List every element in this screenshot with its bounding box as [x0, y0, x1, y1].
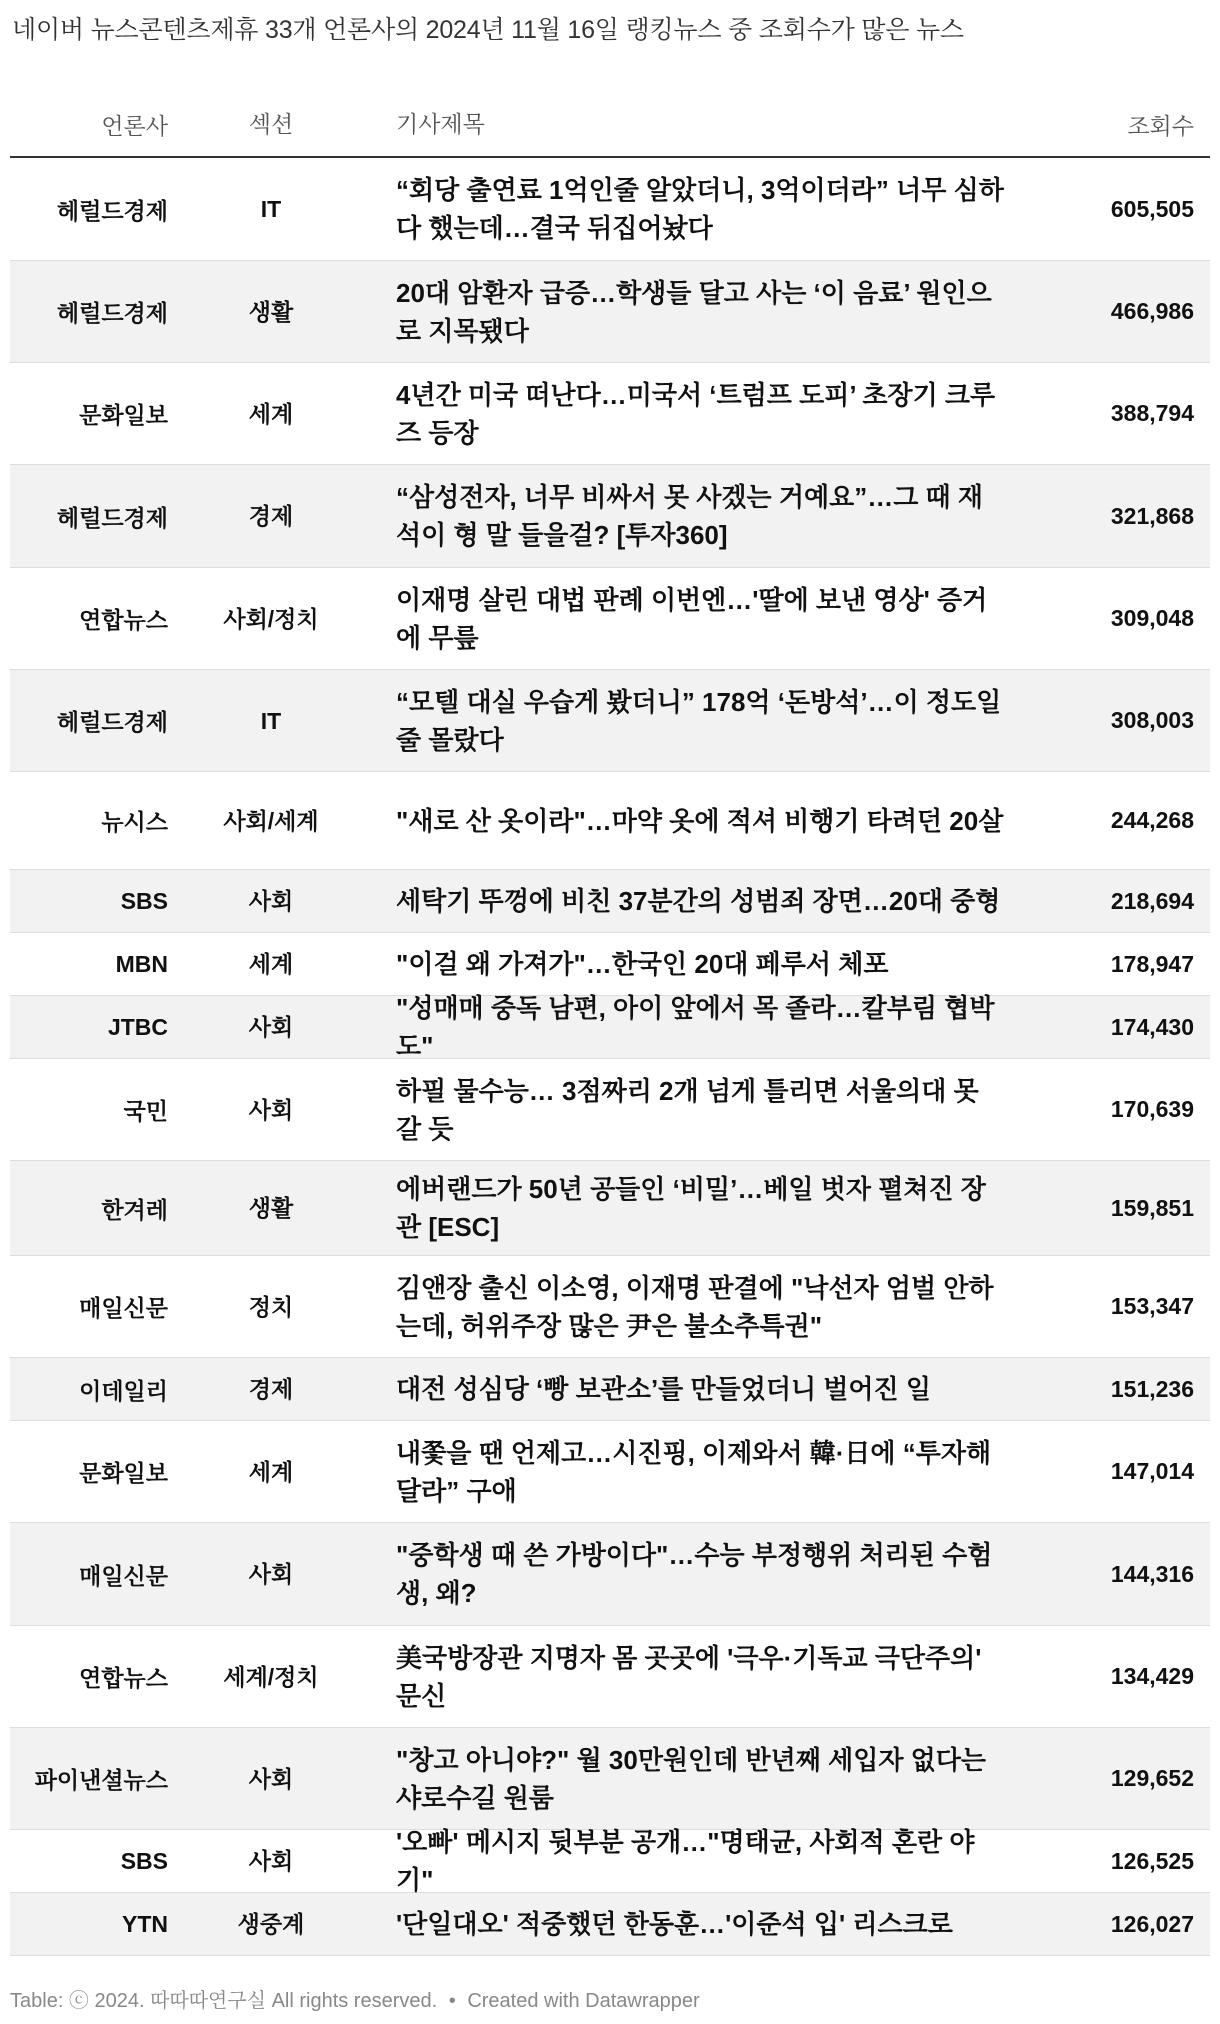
cell-section: 생중계: [237, 1911, 305, 1937]
header-section[interactable]: 섹션: [248, 111, 294, 137]
cell-press: 헤럴드경제: [56, 709, 168, 735]
cell-views: 126,525: [1110, 1847, 1194, 1874]
cell-section: 경제: [248, 1376, 294, 1402]
cell-views: 134,429: [1110, 1663, 1194, 1689]
cell-views: 605,505: [1110, 195, 1194, 222]
cell-headline: '오빠' 메시지 뒷부분 공개…"명태균, 사회적 혼란 야기": [396, 1827, 975, 1895]
table-row: [10, 1256, 1210, 1358]
cell-views: 170,639: [1110, 1096, 1194, 1122]
cell-press: 헤럴드경제: [56, 197, 168, 224]
table-row: [10, 568, 1210, 670]
table-row: [10, 261, 1210, 363]
header-press[interactable]: 언론사: [101, 112, 168, 139]
cell-section: 세계: [248, 951, 294, 977]
cell-section: 정치: [248, 1293, 294, 1320]
cell-section: 사회: [248, 1561, 294, 1587]
cell-views: 466,986: [1110, 298, 1194, 324]
cell-views: 309,048: [1110, 605, 1194, 631]
table-row: [10, 1728, 1210, 1830]
cell-views: 178,947: [1110, 950, 1194, 977]
cell-headline: 4년간 미국 떠난다…미국서 ‘트럼프 도피’ 초장기 크루즈 등장: [396, 379, 996, 448]
table-row: [10, 465, 1210, 568]
cell-press: 연합뉴스: [79, 607, 168, 633]
cell-section: 사회: [248, 888, 294, 914]
cell-press: MBN: [115, 950, 168, 977]
header-headline[interactable]: 기사제목: [396, 111, 485, 137]
cell-headline: 美국방장관 지명자 몸 곳곳에 '극우·기독교 극단주의' 문신: [396, 1642, 982, 1711]
cell-section: 사회/세계: [223, 807, 319, 834]
cell-press: 이데일리: [79, 1377, 168, 1404]
table-row: [10, 1626, 1210, 1728]
table-row: [10, 363, 1210, 465]
cell-headline: 세탁기 뚜껑에 비친 37분간의 성범죄 장면…20대 중형: [396, 886, 1001, 916]
cell-press: JTBC: [107, 1013, 168, 1040]
cell-headline: 김앤장 출신 이소영, 이재명 판결에 "낙선자 엄벌 안하는데, 허위주장 많은 尹은 불소추특권": [396, 1272, 994, 1341]
cell-press: 국민: [123, 1098, 168, 1124]
table-row: [10, 993, 1210, 1061]
cell-views: 153,347: [1110, 1293, 1194, 1319]
table-row: [10, 1358, 1210, 1421]
cell-press: SBS: [120, 1847, 168, 1874]
table-row: [10, 933, 1210, 996]
cell-press: 매일신문: [79, 1562, 168, 1589]
cell-views: 218,694: [1110, 887, 1194, 914]
cell-headline: 내쫓을 땐 언제고…시진핑, 이제와서 韓·日에 “투자해달라” 구애: [396, 1437, 992, 1506]
cell-headline: “회당 출연료 1억인줄 알았더니, 3억이더라” 너무 심하다 했는데…결국 뒤집어놨다: [396, 175, 1004, 243]
table-row: [10, 1421, 1210, 1523]
cell-headline: "새로 산 옷이라"…마약 옷에 적셔 비행기 타려던 20살: [396, 805, 1004, 836]
cell-section: 사회/정치: [223, 605, 319, 632]
cell-views: 147,014: [1110, 1458, 1194, 1484]
cell-press: 헤럴드경제: [56, 300, 168, 326]
cell-section: 사회: [248, 1765, 294, 1792]
cell-headline: "이걸 왜 가져가"…한국인 20대 페루서 체포: [396, 949, 889, 979]
cell-press: 한겨레: [101, 1196, 168, 1223]
cell-press: 파이낸셜뉴스: [34, 1767, 168, 1793]
cell-press: 문화일보: [79, 1460, 168, 1486]
cell-section: 경제: [248, 503, 294, 529]
cell-section: 사회: [248, 1014, 294, 1040]
cell-section: 생활: [248, 298, 294, 325]
table-row: [10, 1059, 1210, 1161]
footer-source: Table: ⓒ 2024. 따따따연구실 All rights reserved.: [10, 1990, 438, 2012]
cell-views: 174,430: [1110, 1013, 1194, 1040]
cell-section: 사회: [248, 1096, 294, 1123]
cell-press: YTN: [122, 1910, 168, 1937]
table-row: [10, 1161, 1210, 1256]
cell-views: 244,268: [1110, 807, 1194, 833]
cell-views: 388,794: [1110, 400, 1194, 426]
cell-views: 129,652: [1110, 1765, 1194, 1791]
cell-section: IT: [260, 707, 282, 734]
footer-credit[interactable]: Created with Datawrapper: [467, 1990, 700, 2012]
cell-press: 헤럴드경제: [56, 504, 168, 531]
cell-headline: '단일대오' 적중했던 한동훈…'이준석 입' 리스크로: [396, 1909, 953, 1939]
header-views[interactable]: 조회수: [1127, 112, 1194, 139]
table-header: [10, 92, 1210, 158]
table-row: [10, 158, 1210, 261]
cell-headline: "창고 아니야?" 월 30만원인데 반년째 세입자 없다는 샤로수길 원룸: [396, 1744, 987, 1813]
cell-headline: 이재명 살린 대법 판례 이번엔…'딸에 보낸 영상' 증거에 무릎: [396, 584, 988, 653]
cell-views: 159,851: [1110, 1194, 1194, 1221]
footer: [10, 1984, 700, 2013]
cell-press: 매일신문: [79, 1295, 168, 1321]
cell-press: 문화일보: [79, 402, 168, 428]
cell-headline: 20대 암환자 급증…학생들 달고 사는 ‘이 음료’ 원인으로 지목됐다: [396, 277, 992, 346]
cell-press: 뉴시스: [101, 809, 168, 835]
cell-section: 사회: [248, 1848, 294, 1874]
cell-press: 연합뉴스: [79, 1665, 168, 1691]
cell-section: 세계: [248, 1458, 294, 1485]
cell-views: 151,236: [1110, 1375, 1194, 1402]
cell-views: 144,316: [1110, 1560, 1194, 1587]
cell-views: 126,027: [1110, 1910, 1194, 1937]
cell-headline: "성매매 중독 남편, 아이 앞에서 목 졸라…칼부림 협박도": [396, 993, 995, 1061]
cell-headline: 하필 물수능… 3점짜리 2개 넘게 틀리면 서울의대 못 갈 듯: [396, 1075, 979, 1144]
cell-section: 생활: [248, 1195, 294, 1221]
table-row: [10, 670, 1210, 772]
cell-headline: “모텔 대실 우습게 봤더니” 178억 ‘돈방석’…이 정도일 줄 몰랐다: [396, 686, 1002, 755]
cell-section: 세계/정치: [223, 1663, 319, 1690]
cell-section: IT: [260, 196, 282, 222]
footer-separator: •: [448, 1990, 456, 2012]
table-row: [10, 870, 1210, 933]
table-row: [10, 1893, 1210, 1956]
cell-headline: "중학생 때 쓴 가방이다"…수능 부정행위 처리된 수험생, 왜?: [396, 1540, 993, 1608]
cell-headline: 에버랜드가 50년 공들인 ‘비밀’…베일 벗자 펼쳐진 장관 [ESC]: [396, 1174, 986, 1242]
table-row: [10, 1523, 1210, 1626]
cell-press: SBS: [120, 887, 168, 914]
cell-section: 세계: [248, 400, 294, 427]
ranking-table: [10, 92, 1210, 1956]
table-row: [10, 772, 1210, 870]
table-body: [10, 158, 1210, 1956]
cell-headline: 대전 성심당 ‘빵 보관소’를 만들었더니 벌어진 일: [396, 1374, 931, 1404]
chart-title: 네이버 뉴스콘텐츠제휴 33개 언론사의 2024년 11월 16일 랭킹뉴스 중 조회수가 많은 뉴스: [12, 16, 964, 44]
cell-views: 321,868: [1110, 502, 1194, 529]
table-row: [10, 1827, 1210, 1895]
cell-headline: “삼성전자, 너무 비싸서 못 사겠는 거예요”…그 때 재석이 형 말 들을걸? [투자360]: [396, 482, 983, 550]
cell-views: 308,003: [1110, 707, 1194, 733]
